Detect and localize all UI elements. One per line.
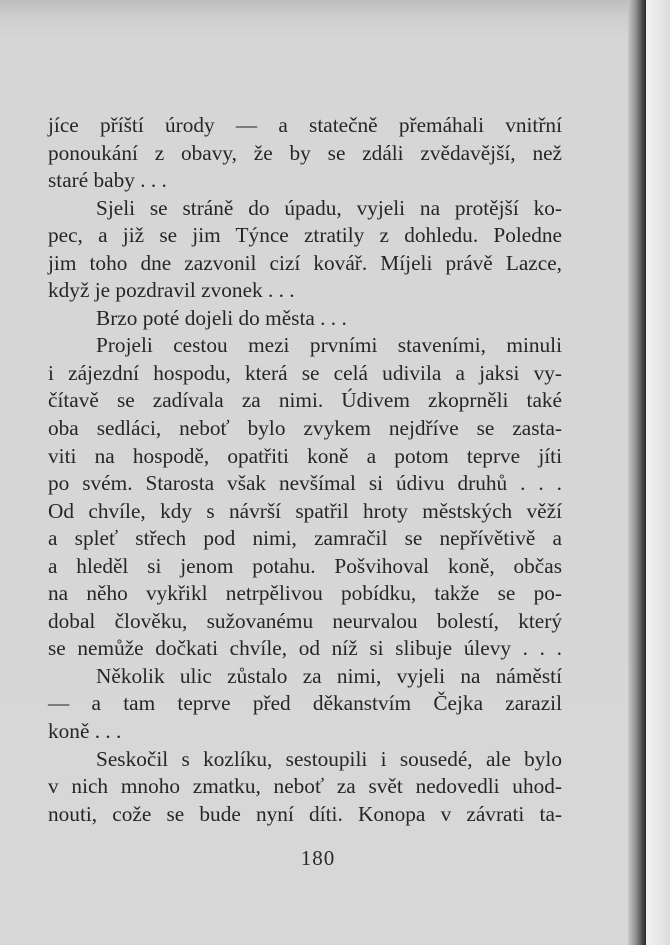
text-line: — a tam teprve před děkanstvím Čejka zarazil — [48, 691, 562, 716]
text-line: i zájezdní hospodu, která se celá udivila a jaksi vy- — [48, 360, 562, 385]
text-line: pec, a již se jim Týnce ztratily z dohledu. Poledne — [48, 223, 562, 248]
text-line: ponoukání z obavy, že by se zdáli zvědavější, než — [48, 140, 562, 165]
text-line: dobal člověku, sužovanému neurvalou bolestí, který — [48, 608, 562, 633]
text-line: nouti, cože se bude nyní díti. Konopa v závrati ta- — [48, 801, 562, 826]
text-line: když je pozdravil zvonek . . . — [48, 278, 295, 303]
text-line: Sjeli se stráně do úpadu, vyjeli na protější ko- — [96, 195, 562, 220]
spine-shadow — [628, 0, 646, 945]
text-line: staré baby . . . — [48, 168, 167, 193]
text-line: Několik ulic zůstalo za nimi, vyjeli na náměstí — [96, 663, 562, 688]
body-text — [48, 112, 562, 828]
text-line: jíce příští úrody — a statečně přemáhali vnitřní — [48, 113, 562, 137]
text-line: v nich mnoho zmatku, neboť za svět nedovedli uhod- — [48, 774, 562, 799]
text-line: Brzo poté dojeli do města . . . — [96, 305, 347, 330]
text-line: Seskočil s kozlíku, sestoupili i sousedé, ale bylo — [96, 746, 562, 771]
text-line: Od chvíle, kdy s návrší spatřil hroty městských věží — [48, 498, 562, 523]
text-line: na něho vykřikl netrpělivou pobídku, takže se po- — [48, 581, 562, 606]
text-line: jim toho dne zazvonil cizí kovář. Míjeli právě Lazce, — [48, 250, 562, 275]
text-line: čítavě se zadívala za nimi. Údivem zkoprněli také — [48, 388, 562, 413]
adjacent-page-edge — [646, 0, 670, 945]
text-line: Projeli cestou mezi prvními staveními, minuli — [96, 333, 562, 358]
text-line: koně . . . — [48, 719, 122, 744]
page-number: 180 — [300, 846, 336, 870]
text-line: oba sedláci, neboť bylo zvykem nejdříve se zasta- — [48, 416, 562, 441]
text-line: po svém. Starosta však nevšímal si údivu druhů . . . — [48, 471, 562, 496]
text-line: se nemůže dočkati chvíle, od níž si slibuje úlevy . . . — [48, 636, 562, 661]
text-line: a spleť střech pod nimi, zamračil se nepřívětivě a — [48, 526, 562, 551]
text-line: a hleděl si jenom potahu. Pošvihoval koně, občas — [48, 553, 562, 578]
text-line: viti na hospodě, opatřiti koně a potom teprve jíti — [48, 443, 562, 468]
